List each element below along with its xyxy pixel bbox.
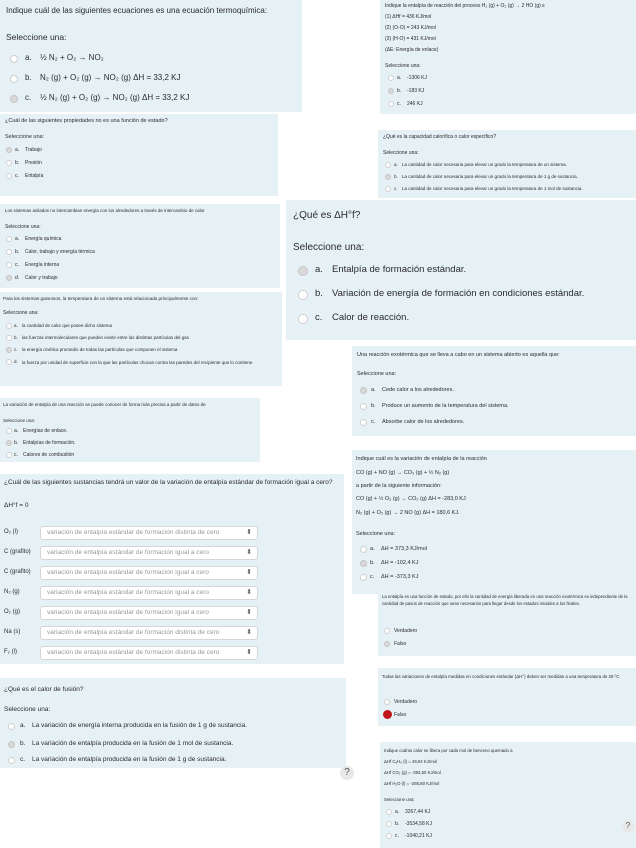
- option-text[interactable]: 3267,44 KJ: [405, 809, 431, 815]
- question-card-q10: [352, 450, 636, 594]
- radio-d[interactable]: [6, 359, 12, 365]
- option-text[interactable]: Produce un aumento de la temperatura del sistema.: [382, 403, 509, 409]
- option-letter: a.: [15, 236, 20, 242]
- option-text[interactable]: Calor de reacción.: [332, 312, 410, 323]
- radio-c[interactable]: [360, 574, 367, 581]
- option-letter: c.: [394, 186, 398, 191]
- answer-select[interactable]: [40, 546, 258, 560]
- select-label: Seleccione una:: [6, 32, 67, 42]
- radio-b[interactable]: [6, 440, 12, 446]
- radio-a[interactable]: [6, 323, 12, 329]
- option-text[interactable]: La cantidad de calor necesaria para elevar un grado la temperatura de 1 g de sustancia.: [402, 174, 578, 179]
- question-card-q5: [0, 204, 280, 288]
- radio-b[interactable]: [6, 335, 12, 341]
- radio-c[interactable]: [388, 101, 394, 107]
- select-value: variación de entalpía estándar de formación distinta de cero: [47, 629, 220, 636]
- answer-select[interactable]: [40, 646, 258, 660]
- row-label: Na (s): [4, 629, 21, 635]
- radio-b[interactable]: [10, 75, 18, 83]
- option-text[interactable]: Absorbe calor de los alrededores.: [382, 419, 465, 425]
- option-letter: a.: [25, 53, 32, 62]
- radio-true[interactable]: [384, 628, 390, 634]
- option-letter: d.: [15, 275, 20, 281]
- question-card-q2: [380, 0, 636, 114]
- select-label: Seleccione una:: [4, 706, 51, 713]
- option-text[interactable]: -3534,58 KJ: [405, 821, 432, 827]
- option-letter: a.: [14, 428, 19, 434]
- option-text[interactable]: -1040,21 KJ: [405, 833, 432, 839]
- data-line: (2) (O-O) = 243 KJ/mol: [385, 25, 436, 31]
- option-letter: b.: [315, 288, 323, 299]
- option-text[interactable]: la energía cinética promedio de todas las partículas que componen el sistema: [22, 347, 178, 352]
- option-text[interactable]: ΔH = -102,4 KJ: [381, 560, 419, 566]
- question-prompt: ¿Cuál de las siguientes sustancias tendrá un valor de la variación de entalpía estándar de formación igual a cero?: [4, 479, 333, 486]
- question-prompt: ¿Cuál de las siguientes propiedades no es una función de estado?: [5, 118, 168, 124]
- chevron-down-icon: ⬍: [246, 609, 252, 616]
- radio-b[interactable]: [386, 821, 392, 827]
- chevron-down-icon: ⬍: [246, 589, 252, 596]
- chevron-down-icon: ⬍: [246, 529, 252, 536]
- option-letter: a.: [14, 323, 18, 328]
- option-letter: a.: [315, 264, 323, 275]
- radio-false[interactable]: [384, 641, 390, 647]
- select-value: variación de entalpía estándar de formación igual a cero: [47, 549, 209, 556]
- radio-a[interactable]: [8, 723, 15, 730]
- option-text[interactable]: 246 KJ: [407, 101, 423, 107]
- option-letter: c.: [370, 574, 375, 580]
- question-prompt: Indique cuánto calor se libera por cada mol de benceno quemado a: [384, 748, 513, 753]
- select-value: variación de entalpía estándar de formación igual a cero: [47, 609, 209, 616]
- option-letter: b.: [15, 249, 20, 255]
- radio-false[interactable]: [383, 710, 392, 719]
- question-prompt: Los sistemas aislados no intercambian energía con los alrededores a través de intercambio de calor: [5, 208, 205, 213]
- option-letter: b.: [25, 73, 32, 82]
- given-line: N₂ (g) + O₂ (g) → 2 NO (g) ΔH = 180,6 KJ.: [356, 510, 460, 516]
- radio-d[interactable]: [6, 275, 12, 281]
- question-card-q11: [0, 474, 344, 664]
- select-value: variación de entalpía estándar de formación distinta de cero: [47, 529, 220, 536]
- option-letter: c.: [371, 419, 376, 425]
- option-letter: a.: [20, 722, 26, 729]
- radio-a[interactable]: [6, 236, 12, 242]
- option-letter: b.: [371, 403, 376, 409]
- option-letter: b.: [15, 160, 20, 166]
- answer-select[interactable]: [40, 526, 258, 540]
- option-letter: b.: [370, 560, 375, 566]
- formula: ΔH°f = 0: [4, 502, 29, 509]
- option-letter: c.: [14, 452, 18, 458]
- question-card-q8: [352, 346, 636, 436]
- question-card-q4: [378, 130, 636, 198]
- question-card-q15: [380, 742, 636, 848]
- option-text[interactable]: La variación de energía interna producida en la fusión de 1 g de sustancia.: [32, 722, 248, 729]
- answer-select[interactable]: [40, 566, 258, 580]
- row-label: C (grafito): [4, 549, 31, 555]
- radio-b[interactable]: [8, 741, 15, 748]
- option-text[interactable]: Calor, trabajo y energía térmica: [25, 249, 95, 255]
- data-line: (ΔE: Energía de enlace): [385, 47, 439, 53]
- data-line: (1) ΔHf = 436 KJ/mol: [385, 14, 432, 20]
- select-label: Seleccione una:: [356, 531, 396, 537]
- option-text[interactable]: Entalpías de formación.: [23, 440, 76, 446]
- select-label: Seleccione una:: [293, 242, 365, 253]
- radio-a[interactable]: [388, 75, 394, 81]
- option-letter: c.: [15, 262, 19, 268]
- option-text[interactable]: Falso: [394, 712, 407, 718]
- option-text[interactable]: Energía química: [25, 236, 62, 242]
- option-text[interactable]: Calor y trabajo: [25, 275, 58, 281]
- option-text[interactable]: Entalpía: [25, 173, 44, 179]
- question-card-q3: [0, 114, 278, 196]
- option-letter: b.: [14, 335, 18, 340]
- select-label: Seleccione una:: [383, 150, 419, 156]
- radio-a[interactable]: [386, 809, 392, 815]
- radio-c[interactable]: [6, 262, 12, 268]
- row-label: O₂ (g): [4, 609, 20, 615]
- option-text[interactable]: -183 KJ: [407, 88, 425, 94]
- option-text[interactable]: -1306 KJ: [407, 75, 428, 81]
- option-letter: c.: [315, 312, 323, 323]
- option-text[interactable]: La cantidad de calor necesaria para elevar un grado la temperatura de 1 mol de sustancia.: [402, 186, 583, 191]
- chevron-down-icon: ⬍: [246, 649, 252, 656]
- question-card-q9: [0, 398, 260, 462]
- radio-c[interactable]: [360, 419, 367, 426]
- select-value: variación de entalpía estándar de formación distinta de cero: [47, 649, 220, 656]
- radio-b[interactable]: [6, 249, 12, 255]
- option-letter: c.: [395, 833, 399, 839]
- option-letter: b.: [397, 88, 402, 94]
- option-text[interactable]: La variación de entalpía producida en la fusión de 1 g de sustancia.: [32, 756, 227, 763]
- select-label: Seleccione una:: [385, 63, 421, 69]
- reaction: CO (g) + NO (g) → CO₂ (g) + ½ N₂ (g): [356, 470, 450, 476]
- select-label: Seleccione una:: [5, 224, 41, 230]
- option-text[interactable]: la cantidad de calor que posee dicho sistema: [22, 323, 113, 328]
- radio-b[interactable]: [360, 403, 367, 410]
- option-text[interactable]: Entalpía de formación estándar.: [332, 264, 467, 275]
- help-icon[interactable]: ?: [340, 766, 354, 780]
- select-label: Seleccione una:: [357, 371, 397, 377]
- radio-a[interactable]: [6, 428, 12, 434]
- question-prompt: Todas las variaciones de entalpía medidas en condiciones estándar (ΔH°) deben ser medidas a una temperatura de 25 ºC: [382, 674, 620, 679]
- option-letter: b.: [395, 821, 400, 827]
- option-letter: a.: [395, 809, 400, 815]
- question-card-q7: [0, 292, 282, 386]
- option-text[interactable]: N₂ (g) + O₂ (g) → NO₂ (g) ΔH = 33,2 KJ: [40, 73, 181, 82]
- radio-a[interactable]: [360, 546, 367, 553]
- option-text[interactable]: Energías de enlace.: [23, 428, 68, 434]
- radio-c[interactable]: [6, 173, 12, 179]
- radio-a[interactable]: [360, 387, 367, 394]
- chevron-down-icon: ⬍: [246, 549, 252, 556]
- radio-b[interactable]: [388, 88, 394, 94]
- option-letter: c.: [20, 756, 26, 763]
- radio-a[interactable]: [10, 55, 18, 63]
- option-text[interactable]: La cantidad de calor necesaria para elevar un grado la temperatura de un sistema.: [402, 162, 567, 167]
- radio-c[interactable]: [298, 314, 308, 324]
- option-letter: a.: [15, 147, 20, 153]
- option-text[interactable]: Falso: [394, 641, 407, 647]
- row-label: C (grafito): [4, 569, 31, 575]
- select-label: Seleccione una:: [3, 418, 36, 423]
- option-letter: b.: [14, 440, 19, 446]
- given-label: a partir de la siguiente información:: [356, 483, 442, 489]
- option-text[interactable]: las fuerzas intermoleculares que pueden existir entre las distintas partículas del gas: [22, 335, 189, 340]
- option-letter: a.: [394, 162, 398, 167]
- radio-b[interactable]: [360, 560, 367, 567]
- option-letter: a.: [371, 387, 376, 393]
- select-label: Seleccione una:: [5, 134, 45, 140]
- radio-c[interactable]: [6, 452, 12, 458]
- chevron-down-icon: ⬍: [246, 629, 252, 636]
- radio-b[interactable]: [385, 174, 391, 180]
- option-text[interactable]: Energía interna: [25, 262, 60, 268]
- option-text[interactable]: Trabajo: [25, 147, 42, 153]
- given-line: CO (g) + ½ O₂ (g) → CO₂ (g) ΔH = -283,0 KJ: [356, 496, 466, 502]
- option-text[interactable]: ½ N₂ + O₂ → NO₂: [40, 53, 104, 62]
- question-prompt: La variación de entalpía de una reacción se puede conocer de forma más precisa a partir de datos de: [3, 402, 206, 407]
- radio-b[interactable]: [298, 290, 308, 300]
- option-letter: c.: [25, 93, 32, 102]
- answer-select[interactable]: [40, 586, 258, 600]
- question-prompt: La entalpía es una función de estado, por ello la cantidad de energía liberada en una reacción exotérmica es independiente de la cantidad de pasos de reacción que sean necesarios para llegar desde los estados iniciales a los finales.: [382, 594, 628, 606]
- option-text[interactable]: la fuerza por unidad de superficie con la que las partículas chocan contra las paredes del recipiente que lo contiene.: [22, 360, 254, 365]
- radio-a[interactable]: [298, 266, 308, 276]
- option-letter: b.: [394, 174, 398, 179]
- question-prompt: Una reacción exotérmica que se lleva a cabo en un sistema abierto es aquella que:: [357, 352, 560, 358]
- radio-c[interactable]: [386, 833, 392, 839]
- radio-c[interactable]: [10, 95, 18, 103]
- option-letter: c.: [15, 173, 19, 179]
- select-label: Seleccione una:: [3, 310, 39, 316]
- option-text[interactable]: Presión: [25, 160, 42, 166]
- data-line: (3) (H-O) = 431 KJ/mol: [385, 36, 436, 42]
- option-text[interactable]: Cede calor a los alrededores.: [382, 387, 454, 393]
- question-card-q1: [0, 0, 302, 112]
- question-prompt: Indique la entalpía de reacción del proceso H₂ (g) + O₂ (g) → 2 HO (g) s: [385, 3, 545, 9]
- question-prompt: Indique cuál de las siguientes ecuaciones es una ecuación termoquímica:: [6, 6, 268, 15]
- option-text[interactable]: ΔH = 373,3 KJ/mol: [381, 546, 428, 552]
- option-letter: d.: [14, 359, 18, 364]
- option-text[interactable]: Verdadero: [394, 628, 418, 634]
- option-letter: a.: [370, 546, 375, 552]
- data-line: ΔHf C₆H₆ (l) = 49,04 KJ/mol: [384, 759, 438, 764]
- question-prompt: Indique cuál es la variación de entalpía de la reacción: [356, 456, 487, 462]
- radio-a[interactable]: [385, 162, 391, 168]
- row-label: F₂ (l): [4, 649, 17, 655]
- option-text[interactable]: ΔH = -373,3 KJ: [381, 574, 419, 580]
- question-card-q6: [286, 200, 636, 340]
- option-text[interactable]: La variación de entalpía producida en la fusión de 1 mol de sustancia.: [32, 740, 234, 747]
- option-text[interactable]: Calores de combustión: [23, 452, 75, 458]
- question-prompt: ¿Qué es ΔH°f?: [293, 210, 361, 221]
- question-prompt: ¿Qué es el calor de fusión?: [4, 686, 84, 693]
- row-label: N₂ (g): [4, 589, 20, 595]
- radio-a[interactable]: [6, 147, 12, 153]
- radio-c[interactable]: [385, 186, 391, 192]
- data-line: ΔHf H₂O (l) = -285,80 KJ/mol: [384, 781, 440, 786]
- option-text[interactable]: Verdadero: [394, 699, 418, 705]
- select-value: variación de entalpía estándar de formación igual a cero: [47, 589, 209, 596]
- data-line: ΔHf CO₂ (g) = -393,50 KJ/mol: [384, 770, 441, 775]
- option-text[interactable]: Variación de energía de formación en condiciones estándar.: [332, 288, 585, 299]
- question-card-q14: [0, 678, 346, 768]
- radio-c[interactable]: [8, 757, 15, 764]
- radio-c[interactable]: [6, 347, 12, 353]
- question-card-q12: [378, 590, 636, 656]
- option-letter: a.: [397, 75, 402, 81]
- help-icon[interactable]: ?: [622, 820, 634, 832]
- option-letter: c.: [397, 101, 401, 107]
- question-prompt: Para los sistemas gaseosos, la temperatura de un sistema está relacionada principalmente con:: [3, 296, 199, 301]
- question-prompt: ¿Qué es la capacidad calorífica o calor específico?: [383, 134, 497, 140]
- option-letter: c.: [14, 347, 18, 352]
- chevron-down-icon: ⬍: [246, 569, 252, 576]
- select-value: variación de entalpía estándar de formación igual a cero: [47, 569, 209, 576]
- radio-b[interactable]: [6, 160, 12, 166]
- radio-true[interactable]: [384, 699, 390, 705]
- option-text[interactable]: ½ N₂ (g) + O₂ (g) → NO₂ (g) ΔH = 33,2 KJ: [40, 93, 190, 102]
- row-label: O₂ (l): [4, 529, 18, 535]
- question-card-q13: [378, 668, 636, 726]
- select-label: Seleccione una:: [384, 797, 415, 802]
- answer-select[interactable]: [40, 626, 258, 640]
- answer-select[interactable]: [40, 606, 258, 620]
- option-letter: b.: [20, 740, 26, 747]
